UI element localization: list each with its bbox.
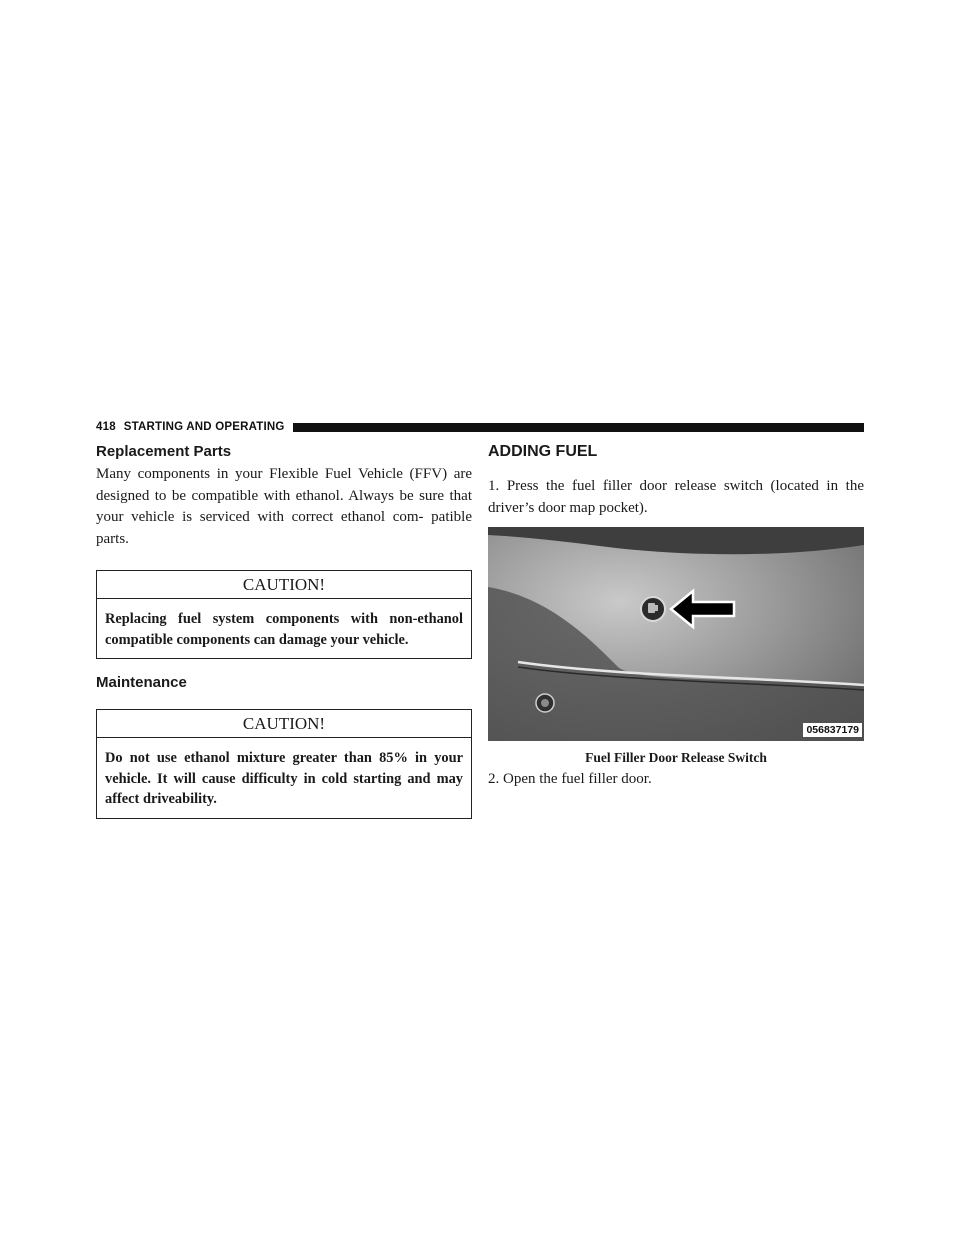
door-panel-illustration: [488, 527, 864, 741]
right-column: [488, 442, 864, 791]
replacement-parts-body: Many components in your Flexible Fuel Vehicle (FFV) are designed to be compatible with ethanol. Always be sure that your vehicle is serviced with correct ethanol com- patible parts.: [96, 466, 472, 547]
step-1-text: 1. Press the fuel filler door release switch (located in the driver’s door map pocket).: [488, 478, 864, 516]
adding-fuel-heading: ADDING FUEL: [488, 443, 598, 460]
figure-caption: Fuel Filler Door Release Switch: [585, 750, 767, 765]
caution-text-1: Replacing fuel system components with non-ethanol compatible components can damage your vehicle.: [105, 611, 463, 648]
replacement-parts-heading: Replacement Parts: [96, 443, 232, 460]
caution-box-1: [96, 570, 472, 659]
page-header: [96, 420, 864, 434]
section-title: STARTING AND OPERATING: [123, 421, 285, 433]
header-rule: [293, 423, 864, 432]
figure-code: 056837179: [803, 723, 862, 737]
caution-title-1: CAUTION!: [97, 571, 471, 599]
page-number: 418: [96, 421, 116, 433]
caution-text-2: Do not use ethanol mixture greater than 85% in your vehicle. It will cause difficulty in cold starting and may affect driveability.: [105, 750, 463, 807]
release-switch-photo: [488, 527, 864, 741]
caution-box-2: [96, 709, 472, 819]
arrow-pointer-icon: [671, 591, 734, 627]
left-column: [96, 442, 472, 819]
step-2-text: 2. Open the fuel filler door.: [488, 771, 652, 787]
maintenance-heading: Maintenance: [96, 674, 187, 691]
caution-title-2: CAUTION!: [97, 710, 471, 738]
